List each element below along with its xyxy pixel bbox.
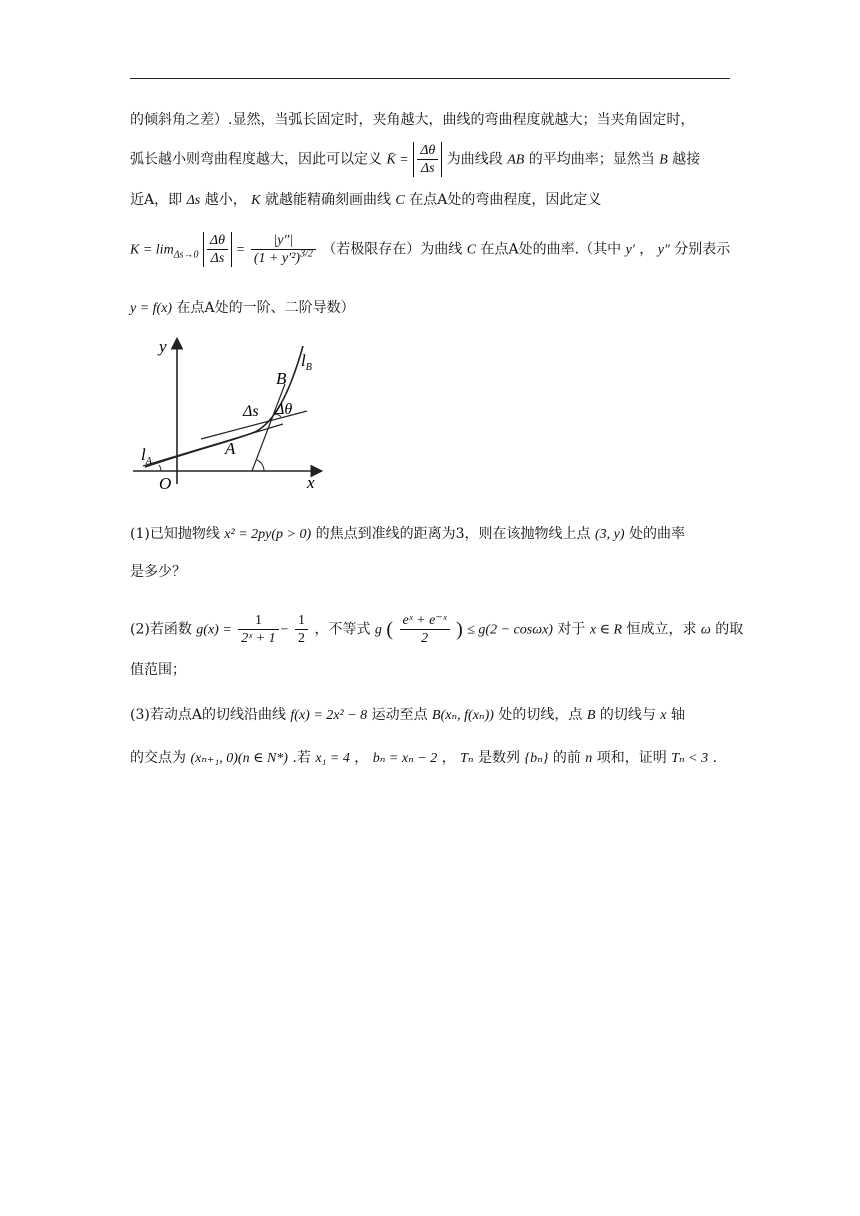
paragraph-line-3 [130, 190, 735, 211]
y-prime: y′ [625, 242, 635, 258]
delta-s-label: Δs [243, 403, 259, 420]
omega: ω [700, 622, 711, 638]
text: 为曲线段 [446, 151, 503, 168]
text: 就越能精确刻画曲线 [264, 192, 391, 208]
den-base: (1 + y′²) [253, 251, 301, 266]
point-3-y: (3, y) [594, 527, 625, 542]
text: 弧长越小则弯曲程度越大，因此可以定义 [130, 151, 382, 168]
g-of-x: g(x) = [196, 622, 232, 638]
y-double-prime: y″ [657, 242, 670, 258]
text: 处的曲率 [628, 526, 685, 542]
text: (2)若函数 [130, 621, 192, 638]
origin-label: O [159, 474, 172, 492]
point-b-label: B [276, 369, 287, 388]
point-b: B [659, 152, 668, 168]
angle-arc-b [257, 460, 264, 471]
point-a-label: A [225, 439, 236, 458]
text: ， [441, 750, 456, 766]
fraction [207, 232, 228, 267]
curvature-fraction [251, 232, 316, 267]
point-b-coords: B(xₙ, f(xₙ)) [432, 708, 494, 723]
tangent-line-b-steep [252, 384, 285, 471]
question-3-line-1 [130, 705, 735, 726]
question-1-line-1 [130, 524, 735, 545]
text: 轴 [670, 707, 685, 723]
text: 的倾斜角之差）.显然，当弧长固定时，夹角越大，曲线的弯曲程度就越大；当夹角固定时， [130, 112, 695, 128]
exp-fraction [400, 612, 450, 647]
numerator: Δθ [417, 142, 438, 160]
text: 的切线与 [599, 707, 656, 723]
text: ， [639, 241, 654, 258]
text: (3)若动点A的切线沿曲线 [130, 707, 286, 723]
text: (1)已知抛物线 [130, 526, 220, 542]
text: 值范围； [130, 662, 186, 678]
text: 的平均曲率；显然当 [528, 151, 655, 168]
numerator: eˣ + e⁻ˣ [400, 612, 450, 630]
kbar-symbol: K̄ = [386, 152, 409, 168]
limit-subscript: Δs→0 [173, 249, 199, 261]
n-symbol: n [585, 751, 593, 766]
question-1-line-2 [130, 562, 735, 582]
text: 运动至点 [371, 707, 428, 723]
denominator: Δs [210, 251, 225, 266]
segment-ab: AB [507, 152, 525, 168]
lb-letter: l [301, 351, 306, 370]
bn-definition: bₙ = xₙ − 2 [372, 751, 438, 766]
x1-value: x₁ = 4 [315, 751, 350, 766]
text: 分别表示 [674, 241, 731, 258]
fraction [417, 142, 438, 177]
curvature-figure [125, 332, 335, 492]
numerator: |y″| [251, 232, 316, 250]
abs-fraction [413, 142, 442, 177]
la-subscript: A [145, 456, 152, 467]
text: 的交点为 [130, 750, 186, 766]
x-axis-label: x [307, 473, 315, 492]
lb-label [301, 351, 312, 373]
denominator: 2ˣ + 1 [241, 631, 276, 646]
curve-c: C [466, 242, 477, 258]
tn-symbol: Tₙ [460, 751, 474, 766]
x-symbol: x [660, 708, 667, 723]
text: 近A，即 [130, 192, 183, 208]
tn-inequality: Tₙ < 3 [671, 751, 709, 766]
text: ，不等式 [314, 621, 371, 638]
equals: = [236, 242, 245, 258]
text: 在点A处的曲率.（其中 [480, 241, 622, 258]
numerator: Δθ [207, 232, 228, 250]
fraction-half [295, 612, 308, 647]
numerator: 1 [295, 612, 308, 630]
delta-s: Δs [186, 193, 201, 208]
delta-theta-label: Δθ [275, 401, 293, 418]
text: 越接 [672, 151, 701, 168]
g-symbol: g [374, 622, 382, 638]
text: 的取 [715, 621, 744, 638]
text: 越小， [204, 192, 247, 208]
denominator: Δs [420, 161, 435, 176]
question-3-line-2 [130, 748, 735, 769]
minus: − [280, 622, 289, 638]
denominator [251, 250, 316, 267]
denominator: 2 [298, 631, 306, 646]
k-limit: K = lim [130, 242, 174, 258]
f-of-x: f(x) = 2x² − 8 [290, 708, 368, 723]
paragraph-line-2 [130, 142, 735, 177]
x-in-r: x ∈ R [589, 622, 623, 638]
la-label [141, 445, 153, 467]
angle-arc-a [159, 465, 161, 471]
text: ， [354, 750, 369, 766]
text: .若 [292, 750, 311, 766]
question-2-line-2 [130, 660, 735, 680]
abs-fraction [203, 232, 232, 267]
y-axis-label: y [159, 337, 167, 356]
text: 项和，证明 [596, 750, 667, 766]
left-paren: ( [386, 618, 394, 641]
curve-c: C [395, 193, 405, 208]
text: 的焦点到准线的距离为3，则在该抛物线上点 [315, 526, 591, 542]
text: 是数列 [478, 750, 521, 766]
header-rule [130, 78, 730, 79]
text: . [712, 750, 718, 766]
fraction-1 [238, 612, 278, 647]
text: 在点A处的弯曲程度，因此定义 [409, 192, 602, 208]
y-equals-fx: y = f(x) [130, 301, 173, 316]
la-letter: l [141, 445, 146, 464]
intersection-point: (xₙ₊₁, 0)(n ∈ N*) [190, 751, 288, 766]
question-2-line-1 [130, 612, 744, 647]
numerator: 1 [238, 612, 278, 630]
text: （若极限存在）为曲线 [322, 241, 463, 258]
inequality-rhs: ≤ g(2 − cosωx) [467, 622, 553, 638]
k-symbol: K [251, 193, 261, 208]
text: 处的切线，点 [498, 707, 583, 723]
lb-subscript: B [305, 362, 312, 373]
paragraph-line-1 [130, 110, 735, 130]
den-exponent: 3/2 [300, 248, 313, 260]
text: 在点A处的一阶、二阶导数） [176, 300, 355, 316]
bn-sequence: {bₙ} [524, 751, 549, 766]
right-paren: ) [456, 618, 463, 641]
text: 的前 [552, 750, 581, 766]
denominator: 2 [421, 631, 429, 646]
text: 恒成立，求 [626, 621, 697, 638]
paragraph-line-4 [130, 232, 735, 267]
paragraph-line-5 [130, 298, 735, 319]
parabola-equation: x² = 2py(p > 0) [224, 527, 312, 542]
text: 是多少？ [130, 564, 186, 580]
text: 对于 [557, 621, 586, 638]
point-b: B [586, 708, 596, 723]
